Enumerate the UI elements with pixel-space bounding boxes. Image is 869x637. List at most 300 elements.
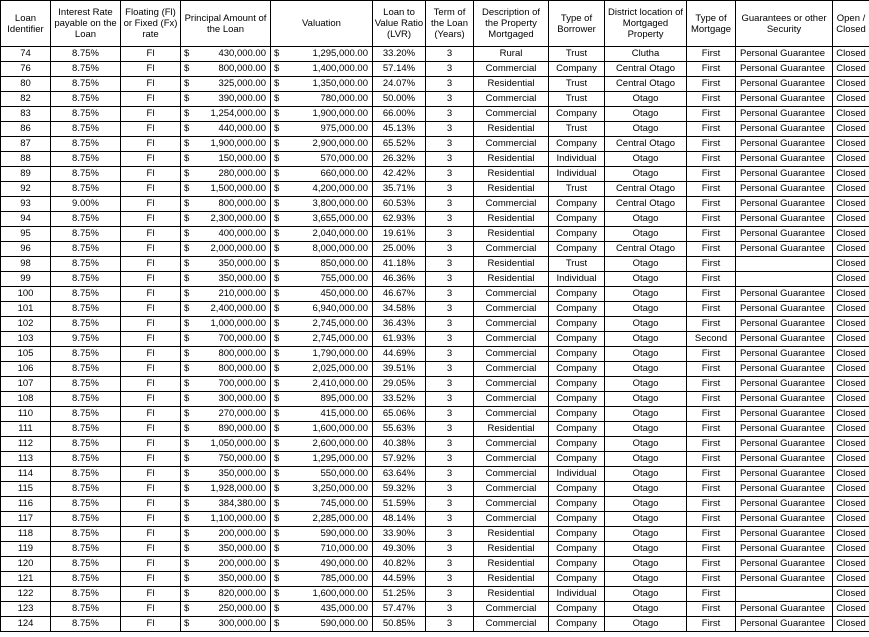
loan-id-cell: 123	[1, 602, 51, 617]
principal-currency-cell: $	[181, 467, 195, 482]
term-cell: 3	[426, 302, 474, 317]
district-cell: Otago	[605, 302, 687, 317]
rate-type-cell: Fl	[121, 47, 181, 62]
principal-amount-cell: 1,050,000.00	[195, 437, 271, 452]
valuation-amount-cell: 780,000.00	[285, 92, 373, 107]
borrower-type-cell: Trust	[549, 182, 605, 197]
loan-id-cell: 76	[1, 62, 51, 77]
lvr-cell: 19.61%	[373, 227, 426, 242]
district-cell: Otago	[605, 497, 687, 512]
lvr-cell: 63.64%	[373, 467, 426, 482]
property-description-cell: Commercial	[474, 602, 549, 617]
lvr-cell: 40.82%	[373, 557, 426, 572]
property-description-cell: Residential	[474, 587, 549, 602]
district-cell: Central Otago	[605, 137, 687, 152]
guarantee-cell: Personal Guarantee	[736, 542, 833, 557]
loan-id-cell: 92	[1, 182, 51, 197]
loan-id-cell: 113	[1, 452, 51, 467]
valuation-amount-cell: 1,600,000.00	[285, 587, 373, 602]
property-description-cell: Residential	[474, 422, 549, 437]
principal-currency-cell: $	[181, 557, 195, 572]
rate-type-cell: Fl	[121, 212, 181, 227]
valuation-amount-cell: 755,000.00	[285, 272, 373, 287]
borrower-type-cell: Individual	[549, 467, 605, 482]
loan-id-cell: 115	[1, 482, 51, 497]
property-description-cell: Commercial	[474, 302, 549, 317]
status-cell: Closed	[833, 482, 869, 497]
status-cell: Closed	[833, 437, 869, 452]
mortgage-type-cell: First	[687, 77, 736, 92]
table-row	[1, 227, 869, 242]
status-cell: Closed	[833, 212, 869, 227]
valuation-currency-cell: $	[271, 122, 285, 137]
interest-rate-cell: 8.75%	[51, 392, 121, 407]
property-description-cell: Residential	[474, 272, 549, 287]
header-loan-identifier: Loan Identifier	[1, 1, 51, 47]
principal-amount-cell: 1,000,000.00	[195, 317, 271, 332]
table-row	[1, 602, 869, 617]
lvr-cell: 44.69%	[373, 347, 426, 362]
rate-type-cell: Fl	[121, 392, 181, 407]
guarantee-cell: Personal Guarantee	[736, 422, 833, 437]
principal-currency-cell: $	[181, 62, 195, 77]
table-row	[1, 257, 869, 272]
district-cell: Central Otago	[605, 242, 687, 257]
header-row	[1, 1, 869, 47]
lvr-cell: 29.05%	[373, 377, 426, 392]
guarantee-cell	[736, 587, 833, 602]
loan-id-cell: 117	[1, 512, 51, 527]
valuation-amount-cell: 1,900,000.00	[285, 107, 373, 122]
lvr-cell: 57.47%	[373, 602, 426, 617]
loan-id-cell: 98	[1, 257, 51, 272]
lvr-cell: 49.30%	[373, 542, 426, 557]
lvr-cell: 44.59%	[373, 572, 426, 587]
borrower-type-cell: Company	[549, 212, 605, 227]
valuation-amount-cell: 6,940,000.00	[285, 302, 373, 317]
term-cell: 3	[426, 347, 474, 362]
table-row	[1, 542, 869, 557]
principal-amount-cell: 384,380.00	[195, 497, 271, 512]
term-cell: 3	[426, 122, 474, 137]
loan-id-cell: 88	[1, 152, 51, 167]
loan-id-cell: 122	[1, 587, 51, 602]
term-cell: 3	[426, 152, 474, 167]
table-row	[1, 62, 869, 77]
district-cell: Otago	[605, 407, 687, 422]
valuation-currency-cell: $	[271, 407, 285, 422]
principal-currency-cell: $	[181, 182, 195, 197]
lvr-cell: 51.25%	[373, 587, 426, 602]
guarantee-cell: Personal Guarantee	[736, 392, 833, 407]
rate-type-cell: Fl	[121, 77, 181, 92]
guarantee-cell: Personal Guarantee	[736, 287, 833, 302]
district-cell: Otago	[605, 332, 687, 347]
valuation-amount-cell: 2,600,000.00	[285, 437, 373, 452]
table-row	[1, 92, 869, 107]
status-cell: Closed	[833, 302, 869, 317]
rate-type-cell: Fl	[121, 557, 181, 572]
status-cell: Closed	[833, 152, 869, 167]
district-cell: Otago	[605, 362, 687, 377]
principal-amount-cell: 200,000.00	[195, 557, 271, 572]
lvr-cell: 65.52%	[373, 137, 426, 152]
principal-amount-cell: 890,000.00	[195, 422, 271, 437]
guarantee-cell: Personal Guarantee	[736, 107, 833, 122]
valuation-amount-cell: 2,025,000.00	[285, 362, 373, 377]
interest-rate-cell: 8.75%	[51, 287, 121, 302]
borrower-type-cell: Company	[549, 62, 605, 77]
term-cell: 3	[426, 482, 474, 497]
property-description-cell: Commercial	[474, 317, 549, 332]
mortgage-type-cell: First	[687, 437, 736, 452]
principal-currency-cell: $	[181, 167, 195, 182]
interest-rate-cell: 8.75%	[51, 362, 121, 377]
table-row	[1, 497, 869, 512]
term-cell: 3	[426, 272, 474, 287]
principal-currency-cell: $	[181, 272, 195, 287]
rate-type-cell: Fl	[121, 257, 181, 272]
term-cell: 3	[426, 92, 474, 107]
principal-currency-cell: $	[181, 137, 195, 152]
valuation-currency-cell: $	[271, 317, 285, 332]
valuation-currency-cell: $	[271, 527, 285, 542]
principal-amount-cell: 390,000.00	[195, 92, 271, 107]
property-description-cell: Commercial	[474, 137, 549, 152]
borrower-type-cell: Company	[549, 482, 605, 497]
rate-type-cell: Fl	[121, 167, 181, 182]
principal-currency-cell: $	[181, 437, 195, 452]
property-description-cell: Commercial	[474, 407, 549, 422]
loan-id-cell: 105	[1, 347, 51, 362]
interest-rate-cell: 8.75%	[51, 437, 121, 452]
district-cell: Otago	[605, 272, 687, 287]
guarantee-cell: Personal Guarantee	[736, 332, 833, 347]
principal-currency-cell: $	[181, 77, 195, 92]
term-cell: 3	[426, 602, 474, 617]
guarantee-cell: Personal Guarantee	[736, 167, 833, 182]
valuation-amount-cell: 2,745,000.00	[285, 332, 373, 347]
borrower-type-cell: Individual	[549, 587, 605, 602]
status-cell: Closed	[833, 137, 869, 152]
loan-id-cell: 87	[1, 137, 51, 152]
mortgage-type-cell: First	[687, 587, 736, 602]
loan-id-cell: 103	[1, 332, 51, 347]
lvr-cell: 48.14%	[373, 512, 426, 527]
principal-currency-cell: $	[181, 92, 195, 107]
loan-id-cell: 82	[1, 92, 51, 107]
borrower-type-cell: Company	[549, 392, 605, 407]
guarantee-cell: Personal Guarantee	[736, 302, 833, 317]
table-row	[1, 302, 869, 317]
property-description-cell: Commercial	[474, 107, 549, 122]
valuation-currency-cell: $	[271, 137, 285, 152]
valuation-amount-cell: 415,000.00	[285, 407, 373, 422]
property-description-cell: Residential	[474, 167, 549, 182]
lvr-cell: 59.32%	[373, 482, 426, 497]
table-row	[1, 182, 869, 197]
property-description-cell: Commercial	[474, 497, 549, 512]
borrower-type-cell: Trust	[549, 47, 605, 62]
table-row	[1, 287, 869, 302]
rate-type-cell: Fl	[121, 92, 181, 107]
interest-rate-cell: 8.75%	[51, 122, 121, 137]
borrower-type-cell: Company	[549, 377, 605, 392]
interest-rate-cell: 8.75%	[51, 587, 121, 602]
status-cell: Closed	[833, 407, 869, 422]
mortgage-type-cell: First	[687, 242, 736, 257]
valuation-amount-cell: 490,000.00	[285, 557, 373, 572]
guarantee-cell: Personal Guarantee	[736, 527, 833, 542]
district-cell: Otago	[605, 557, 687, 572]
term-cell: 3	[426, 497, 474, 512]
valuation-amount-cell: 435,000.00	[285, 602, 373, 617]
interest-rate-cell: 8.75%	[51, 452, 121, 467]
guarantee-cell: Personal Guarantee	[736, 137, 833, 152]
lvr-cell: 66.00%	[373, 107, 426, 122]
principal-amount-cell: 2,000,000.00	[195, 242, 271, 257]
status-cell: Closed	[833, 182, 869, 197]
valuation-currency-cell: $	[271, 47, 285, 62]
borrower-type-cell: Company	[549, 437, 605, 452]
district-cell: Otago	[605, 512, 687, 527]
rate-type-cell: Fl	[121, 362, 181, 377]
status-cell: Closed	[833, 527, 869, 542]
valuation-currency-cell: $	[271, 617, 285, 632]
interest-rate-cell: 9.75%	[51, 332, 121, 347]
mortgage-type-cell: First	[687, 467, 736, 482]
interest-rate-cell: 9.00%	[51, 197, 121, 212]
lvr-cell: 26.32%	[373, 152, 426, 167]
header-guarantees: Guarantees or other Security	[736, 1, 833, 47]
interest-rate-cell: 8.75%	[51, 497, 121, 512]
valuation-amount-cell: 2,900,000.00	[285, 137, 373, 152]
table-row	[1, 572, 869, 587]
interest-rate-cell: 8.75%	[51, 242, 121, 257]
valuation-amount-cell: 3,655,000.00	[285, 212, 373, 227]
borrower-type-cell: Trust	[549, 122, 605, 137]
rate-type-cell: Fl	[121, 602, 181, 617]
guarantee-cell	[736, 257, 833, 272]
lvr-cell: 50.00%	[373, 92, 426, 107]
loan-id-cell: 101	[1, 302, 51, 317]
status-cell: Closed	[833, 197, 869, 212]
rate-type-cell: Fl	[121, 617, 181, 632]
principal-currency-cell: $	[181, 527, 195, 542]
principal-amount-cell: 800,000.00	[195, 197, 271, 212]
district-cell: Otago	[605, 287, 687, 302]
table-row	[1, 617, 869, 632]
valuation-currency-cell: $	[271, 62, 285, 77]
rate-type-cell: Fl	[121, 497, 181, 512]
principal-currency-cell: $	[181, 572, 195, 587]
principal-amount-cell: 1,500,000.00	[195, 182, 271, 197]
valuation-currency-cell: $	[271, 332, 285, 347]
property-description-cell: Commercial	[474, 392, 549, 407]
valuation-currency-cell: $	[271, 167, 285, 182]
mortgage-type-cell: First	[687, 572, 736, 587]
header-district: District location of Mortgaged Property	[605, 1, 687, 47]
principal-currency-cell: $	[181, 542, 195, 557]
term-cell: 3	[426, 557, 474, 572]
mortgage-type-cell: First	[687, 527, 736, 542]
loan-id-cell: 99	[1, 272, 51, 287]
valuation-amount-cell: 550,000.00	[285, 467, 373, 482]
rate-type-cell: Fl	[121, 227, 181, 242]
property-description-cell: Residential	[474, 152, 549, 167]
borrower-type-cell: Company	[549, 557, 605, 572]
property-description-cell: Commercial	[474, 197, 549, 212]
property-description-cell: Residential	[474, 527, 549, 542]
table-row	[1, 527, 869, 542]
guarantee-cell: Personal Guarantee	[736, 122, 833, 137]
principal-amount-cell: 300,000.00	[195, 392, 271, 407]
mortgage-type-cell: First	[687, 347, 736, 362]
principal-currency-cell: $	[181, 422, 195, 437]
property-description-cell: Commercial	[474, 347, 549, 362]
rate-type-cell: Fl	[121, 122, 181, 137]
principal-amount-cell: 350,000.00	[195, 467, 271, 482]
borrower-type-cell: Company	[549, 497, 605, 512]
guarantee-cell: Personal Guarantee	[736, 467, 833, 482]
rate-type-cell: Fl	[121, 182, 181, 197]
mortgage-type-cell: First	[687, 182, 736, 197]
lvr-cell: 46.67%	[373, 287, 426, 302]
lvr-cell: 33.90%	[373, 527, 426, 542]
valuation-amount-cell: 785,000.00	[285, 572, 373, 587]
status-cell: Closed	[833, 227, 869, 242]
lvr-cell: 50.85%	[373, 617, 426, 632]
borrower-type-cell: Company	[549, 107, 605, 122]
valuation-amount-cell: 895,000.00	[285, 392, 373, 407]
principal-currency-cell: $	[181, 122, 195, 137]
borrower-type-cell: Individual	[549, 167, 605, 182]
table-row	[1, 407, 869, 422]
district-cell: Otago	[605, 227, 687, 242]
mortgage-type-cell: First	[687, 302, 736, 317]
rate-type-cell: Fl	[121, 482, 181, 497]
loan-id-cell: 106	[1, 362, 51, 377]
table-row	[1, 557, 869, 572]
valuation-amount-cell: 8,000,000.00	[285, 242, 373, 257]
rate-type-cell: Fl	[121, 272, 181, 287]
status-cell: Closed	[833, 392, 869, 407]
loan-id-cell: 116	[1, 497, 51, 512]
interest-rate-cell: 8.75%	[51, 227, 121, 242]
lvr-cell: 45.13%	[373, 122, 426, 137]
term-cell: 3	[426, 77, 474, 92]
valuation-currency-cell: $	[271, 392, 285, 407]
rate-type-cell: Fl	[121, 332, 181, 347]
header-interest-rate: Interest Rate payable on the Loan	[51, 1, 121, 47]
status-cell: Closed	[833, 167, 869, 182]
principal-amount-cell: 150,000.00	[195, 152, 271, 167]
property-description-cell: Commercial	[474, 437, 549, 452]
term-cell: 3	[426, 212, 474, 227]
district-cell: Central Otago	[605, 62, 687, 77]
mortgage-type-cell: First	[687, 92, 736, 107]
mortgage-type-cell: First	[687, 257, 736, 272]
mortgage-type-cell: First	[687, 362, 736, 377]
interest-rate-cell: 8.75%	[51, 377, 121, 392]
valuation-currency-cell: $	[271, 212, 285, 227]
table-row	[1, 197, 869, 212]
status-cell: Closed	[833, 452, 869, 467]
interest-rate-cell: 8.75%	[51, 572, 121, 587]
principal-currency-cell: $	[181, 47, 195, 62]
valuation-amount-cell: 745,000.00	[285, 497, 373, 512]
term-cell: 3	[426, 227, 474, 242]
guarantee-cell: Personal Guarantee	[736, 77, 833, 92]
district-cell: Otago	[605, 422, 687, 437]
interest-rate-cell: 8.75%	[51, 422, 121, 437]
lvr-cell: 24.07%	[373, 77, 426, 92]
borrower-type-cell: Company	[549, 512, 605, 527]
principal-amount-cell: 430,000.00	[195, 47, 271, 62]
term-cell: 3	[426, 392, 474, 407]
valuation-currency-cell: $	[271, 107, 285, 122]
valuation-currency-cell: $	[271, 77, 285, 92]
mortgage-type-cell: First	[687, 212, 736, 227]
valuation-currency-cell: $	[271, 347, 285, 362]
valuation-currency-cell: $	[271, 242, 285, 257]
property-description-cell: Commercial	[474, 512, 549, 527]
principal-currency-cell: $	[181, 617, 195, 632]
valuation-amount-cell: 1,295,000.00	[285, 452, 373, 467]
guarantee-cell: Personal Guarantee	[736, 227, 833, 242]
term-cell: 3	[426, 437, 474, 452]
loan-id-cell: 120	[1, 557, 51, 572]
principal-currency-cell: $	[181, 377, 195, 392]
valuation-amount-cell: 2,285,000.00	[285, 512, 373, 527]
mortgage-type-cell: First	[687, 122, 736, 137]
interest-rate-cell: 8.75%	[51, 212, 121, 227]
property-description-cell: Commercial	[474, 362, 549, 377]
borrower-type-cell: Company	[549, 542, 605, 557]
valuation-currency-cell: $	[271, 422, 285, 437]
table-row	[1, 347, 869, 362]
status-cell: Closed	[833, 557, 869, 572]
principal-currency-cell: $	[181, 107, 195, 122]
interest-rate-cell: 8.75%	[51, 107, 121, 122]
property-description-cell: Residential	[474, 572, 549, 587]
borrower-type-cell: Individual	[549, 272, 605, 287]
borrower-type-cell: Company	[549, 602, 605, 617]
mortgage-type-cell: First	[687, 452, 736, 467]
table-row	[1, 317, 869, 332]
status-cell: Closed	[833, 62, 869, 77]
guarantee-cell	[736, 272, 833, 287]
status-cell: Closed	[833, 497, 869, 512]
principal-currency-cell: $	[181, 242, 195, 257]
guarantee-cell: Personal Guarantee	[736, 617, 833, 632]
district-cell: Otago	[605, 572, 687, 587]
principal-currency-cell: $	[181, 257, 195, 272]
term-cell: 3	[426, 257, 474, 272]
principal-amount-cell: 250,000.00	[195, 602, 271, 617]
borrower-type-cell: Company	[549, 362, 605, 377]
loan-id-cell: 111	[1, 422, 51, 437]
loan-id-cell: 124	[1, 617, 51, 632]
valuation-currency-cell: $	[271, 437, 285, 452]
interest-rate-cell: 8.75%	[51, 407, 121, 422]
term-cell: 3	[426, 527, 474, 542]
principal-currency-cell: $	[181, 452, 195, 467]
mortgage-type-cell: First	[687, 197, 736, 212]
principal-amount-cell: 700,000.00	[195, 332, 271, 347]
loan-id-cell: 96	[1, 242, 51, 257]
mortgage-type-cell: First	[687, 377, 736, 392]
